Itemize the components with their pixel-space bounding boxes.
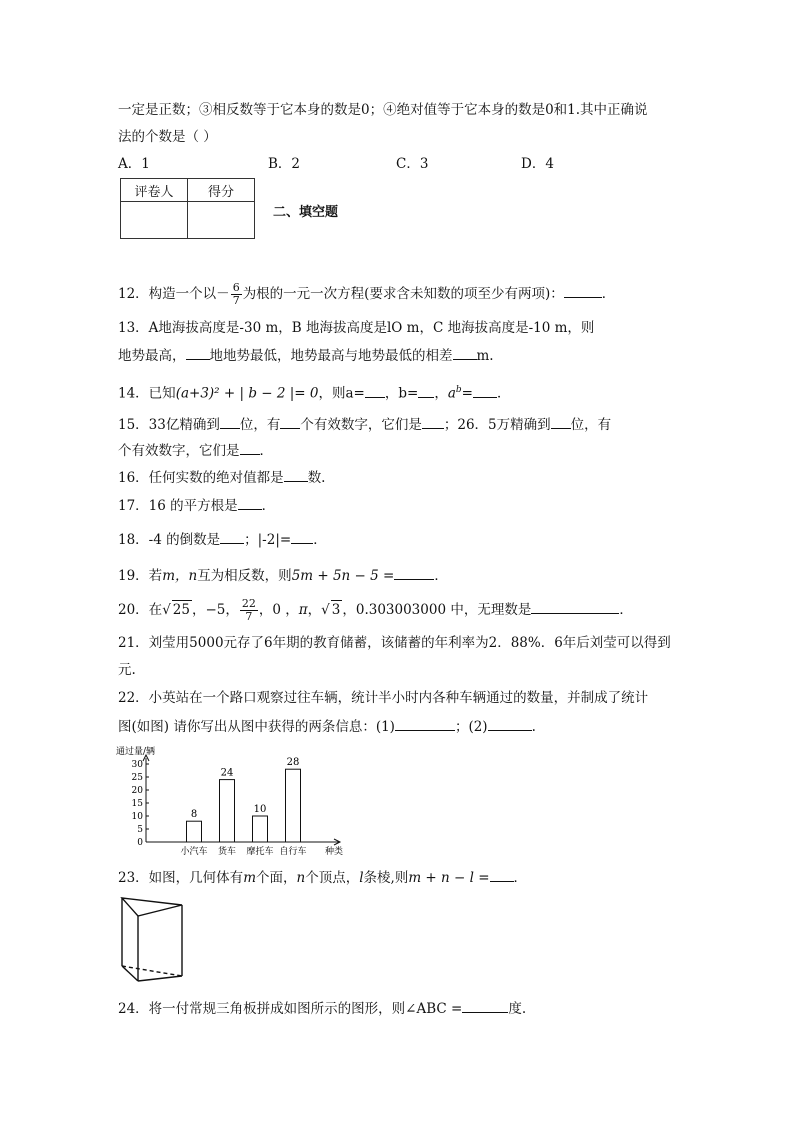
question-19 — [118, 566, 448, 585]
q13-text-a: 地势最高， — [118, 348, 186, 364]
score-table-header-grader: 评卷人 — [121, 179, 188, 202]
q23-var-n: n — [296, 870, 306, 886]
q14-power-base: a — [447, 385, 456, 402]
question-13-line2 — [118, 346, 494, 365]
chart-bar — [253, 816, 268, 842]
option-d: D．4 — [521, 156, 554, 172]
question-14 — [118, 381, 510, 403]
q12-text-rest: 为根的一元一次方程(要求含未知数的项至少有两项)： — [242, 286, 564, 302]
q20-frac-den: 7 — [245, 610, 253, 623]
q13-blank-2[interactable] — [453, 346, 477, 360]
q17-text-a: 17．16 的平方根是 — [118, 498, 238, 514]
question-24 — [118, 999, 526, 1018]
q13-blank-1[interactable] — [186, 346, 210, 360]
question-21-line1: 21．刘莹用5000元存了6年期的教育储蓄，该储蓄的年利率为2．88%．6年后刘莹可以得到 — [118, 635, 671, 651]
question-20: 20．在√ 25 ，−5， $\frac{22}{7}$ ，0 ，π，√ 3 ，0.303003000 中，无理数是 ． — [118, 597, 633, 623]
question-23 — [118, 868, 527, 887]
score-table-cell-grader — [121, 202, 188, 239]
q14-text-a: 14．已知 — [118, 385, 176, 402]
chart-bar-value-label: 24 — [220, 767, 234, 779]
q15-blank-5[interactable] — [240, 441, 260, 455]
q15-blank-1[interactable] — [220, 415, 240, 429]
q20-frac-num: 22 — [241, 597, 256, 610]
q20-text-c: ，0 ， — [258, 602, 299, 618]
q23-var-m: m — [243, 870, 256, 886]
score-table-header-score: 得分 — [188, 179, 255, 202]
q22-text-a: 图(如图) 请你写出从图中获得的两条信息：(1) — [118, 719, 395, 735]
q19-text-c: 互为相反数，则 — [197, 568, 292, 584]
chart-bar-value-label: 28 — [286, 757, 300, 769]
chart-y-tick-label: 25 — [131, 773, 143, 783]
q16-text-b: 数. — [307, 470, 326, 486]
q22-text-b: ；(2) — [454, 719, 488, 735]
q20-pi: π — [298, 602, 308, 618]
q15-blank-2[interactable] — [280, 415, 300, 429]
q19-text-a: 19．若 — [118, 568, 163, 584]
q24-text-b: 度. — [508, 1001, 527, 1017]
option-a: A．1 — [118, 156, 150, 172]
q15-blank-4[interactable] — [551, 415, 571, 429]
q23-expression: m + n − l = — [408, 870, 490, 886]
q12-end: ． — [601, 286, 616, 302]
prism-top-face — [122, 898, 182, 916]
q23-var-l: l — [359, 870, 364, 886]
q24-blank[interactable] — [462, 999, 508, 1013]
question-12 — [118, 282, 615, 307]
question-22-line2 — [118, 717, 536, 736]
question-13-line1: 13．A地海拔高度是-30 m，B 地海拔高度是lO m，C 地海拔高度是-10 m，则 — [118, 320, 595, 336]
q23-text-d: 条棱,则 — [363, 870, 409, 886]
q23-text-e: ． — [513, 870, 528, 886]
q20-text-e: ，0.303003000 中，无理数是 — [342, 602, 532, 618]
q23-text-c: 个顶点， — [305, 870, 360, 886]
chart-category-label: 摩托车 — [246, 847, 274, 857]
question-15-line2 — [118, 441, 273, 460]
score-table — [120, 178, 255, 239]
chart-y-tick-label: 20 — [131, 786, 143, 796]
q15-text-f: 个有效数字，它们是 — [118, 443, 240, 459]
q22-blank-1[interactable] — [395, 717, 455, 731]
q16-text-a: 16．任何实数的绝对值都是 — [118, 470, 284, 486]
q12-blank[interactable] — [564, 284, 602, 298]
q19-expression: 5m + 5n − 5 = — [291, 568, 395, 584]
chart-y-tick-label: 0 — [137, 838, 143, 848]
score-table-cell-score — [188, 202, 255, 239]
question-11-continuation-line2: 法的个数是（ ） — [118, 129, 217, 145]
vehicle-count-bar-chart — [112, 742, 362, 860]
q15-text-a: 15．33亿精确到 — [118, 417, 220, 433]
q18-text-b: ；|-2|= — [244, 532, 292, 548]
question-11-continuation-line1: 一定是正数；③相反数等于它本身的数是0；④绝对值等于它本身的数是0和1.其中正确说 — [118, 102, 648, 118]
q15-text-g: ． — [259, 443, 273, 459]
q14-blank-power[interactable] — [473, 384, 497, 398]
q23-text-a: 23．如图，几何体有 — [118, 870, 244, 886]
q18-blank-2[interactable] — [291, 530, 313, 544]
q19-blank[interactable] — [394, 566, 434, 580]
chart-y-tick-label: 10 — [131, 812, 143, 822]
q14-text-b: ，则a= — [318, 385, 365, 402]
section-title: 二、填空题 — [273, 205, 339, 220]
question-22-line1: 22．小英站在一个路口观察过往车辆，统计半小时内各种车辆通过的数量，并制成了统计 — [118, 690, 649, 706]
q20-text-b: ，−5， — [191, 602, 239, 618]
q12-frac-den: 7 — [232, 294, 240, 307]
chart-y-axis-label: 通过量/辆 — [116, 747, 156, 757]
q18-text-a: 18．-4 的倒数是 — [118, 532, 221, 548]
q12-frac-num: 6 — [232, 281, 240, 294]
q15-text-c: 个有效数字，它们是 — [300, 417, 422, 433]
q17-blank[interactable] — [238, 496, 262, 510]
q14-text-d: ， — [434, 385, 448, 402]
chart-bar — [286, 769, 301, 842]
q14-power-exp: b — [455, 385, 462, 395]
q23-blank[interactable] — [490, 868, 514, 882]
chart-y-tick-label: 30 — [131, 760, 143, 770]
q14-blank-b[interactable] — [418, 384, 434, 398]
q20-text-f: ． — [619, 602, 633, 618]
q12-text: 12．构造一个以－ — [118, 286, 230, 302]
q15-text-e: 位，有 — [570, 417, 612, 433]
question-16 — [118, 468, 325, 487]
chart-category-label: 自行车 — [279, 847, 307, 857]
q14-text-f: ． — [496, 385, 511, 402]
question-21-line2: 元. — [118, 662, 136, 678]
chart-bar — [187, 821, 202, 842]
q14-blank-a[interactable] — [365, 384, 385, 398]
q20-blank[interactable] — [531, 600, 619, 614]
q15-blank-3[interactable] — [422, 415, 444, 429]
q18-text-c: ． — [313, 532, 327, 548]
q14-text-e: = — [461, 385, 473, 402]
q19-vars: m，n — [162, 568, 198, 584]
chart-bar-value-label: 8 — [190, 809, 198, 821]
q22-blank-2[interactable] — [488, 717, 532, 731]
chart-bar-value-label: 10 — [253, 804, 267, 815]
q17-text-b: ． — [261, 498, 276, 514]
chart-category-label: 货车 — [217, 847, 237, 857]
triangular-prism-figure — [116, 892, 196, 988]
chart-category-label: 小汽车 — [180, 847, 208, 857]
q23-text-b: 个面， — [256, 870, 297, 886]
q15-text-b: 位，有 — [239, 417, 281, 433]
q15-text-d: ；26．5万精确到 — [443, 417, 551, 433]
chart-y-tick-label: 5 — [137, 825, 143, 835]
q12-fraction — [231, 282, 242, 307]
q13-text-b: 地地势最低，地势最高与地势最低的相差 — [209, 348, 453, 364]
q19-text-e: ． — [434, 568, 448, 584]
q14-text-c: ，b= — [384, 385, 419, 402]
option-c: C．3 — [396, 156, 429, 172]
q20-sqrt-25: 25 — [172, 602, 190, 618]
q13-text-c: m. — [476, 348, 494, 364]
q18-blank-1[interactable] — [220, 530, 244, 544]
question-15-line1 — [118, 415, 611, 434]
prism-bottom-edge-front-right — [138, 976, 182, 981]
chart-y-tick-label: 15 — [131, 799, 143, 809]
option-b: B．2 — [268, 156, 301, 172]
question-18 — [118, 530, 327, 549]
question-17 — [118, 496, 275, 515]
q14-expression: (a+3)² + | b − 2 |= 0 — [175, 385, 319, 402]
q24-text-a: 24．将一付常规三角板拼成如图所示的图形，则∠ABC = — [118, 1001, 463, 1017]
q20-sqrt-3: 3 — [331, 602, 341, 618]
q20-text-d: ， — [307, 602, 322, 618]
chart-x-axis-label: 种类 — [324, 847, 344, 857]
q16-blank[interactable] — [284, 468, 308, 482]
q20-fraction — [240, 598, 258, 623]
chart-bar — [220, 780, 235, 842]
prism-bottom-edge-front-left — [122, 966, 138, 981]
q20-text-a: 20．在 — [118, 602, 163, 618]
q22-text-c: . — [531, 719, 536, 735]
